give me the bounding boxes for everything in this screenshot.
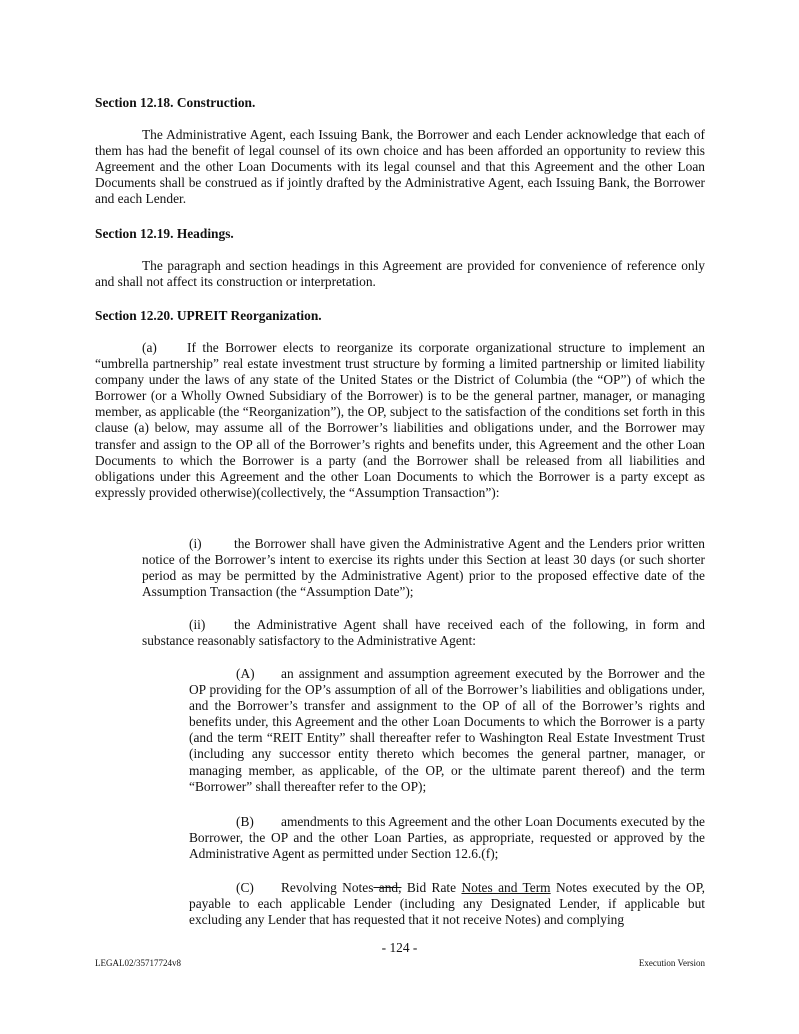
clause-a bbox=[95, 340, 705, 501]
document-id: LEGAL02/35717724v8 bbox=[95, 958, 181, 968]
clause-B bbox=[189, 814, 705, 862]
execution-version-label: Execution Version bbox=[638, 958, 705, 968]
section-12-18-body: The Administrative Agent, each Issuing Bank, the Borrower and each Lender acknowledge that each of them has had the benefit of legal counsel of its own choice and has been afforded an opportunity to review this Agreement and the other Loan Documents with its legal counsel and that this Agreement and the other Loan Documents shall be construed as if jointly drafted by the Administrative Agent, each Issuing Bank, the Borrower and each Lender. bbox=[95, 127, 705, 207]
clause-B-text: amendments to this Agreement and the other Loan Documents executed by the Borrower, the OP and the other Loan Parties, as appropriate, requested or approved by the Administrative Agent as permitted under Section 12.6.(f); bbox=[189, 814, 705, 862]
clause-C-text-3: Bid Rate bbox=[401, 880, 462, 895]
clause-ii-text: the Administrative Agent shall have received each of the following, in form and substance reasonably satisfactory to the Administrative Agent: bbox=[142, 617, 705, 649]
section-12-19-heading: Section 12.19. Headings. bbox=[95, 226, 234, 241]
section-12-20-heading: Section 12.20. UPREIT Reorganization. bbox=[95, 308, 322, 323]
clause-A-text: an assignment and assumption agreement executed by the Borrower and the OP providing for the OP’s assumption of all of the Borrower’s liabilities and obligations under, and the Borrower’s transfer and assignment to the OP of all of the Borrower’s rights and benefits under, this Agreement and the other Loan Documents to which the Borrower is a party (and the term “REIT Entity” shall thereafter refer to Washington Real Estate Investment Trust (including any successor entity thereto which becomes the general partner, manager, or managing member, as applicable, of the OP, or the ultimate parent thereof) and the term “Borrower” shall thereafter refer to the OP); bbox=[189, 666, 705, 794]
clause-ii bbox=[142, 617, 705, 649]
clause-C-text-1: Revolving Notes bbox=[281, 880, 374, 895]
clause-i bbox=[142, 536, 705, 600]
page-number: - 124 - bbox=[381, 940, 418, 955]
clause-a-label: (a) bbox=[142, 340, 157, 355]
clause-B-label: (B) bbox=[236, 814, 254, 829]
clause-C bbox=[189, 880, 705, 928]
clause-C-text-5: Notes executed by the OP, payable to each applicable Lender (including any Designated Lender, if applicable but excluding any Lender that has requested that it not receive Notes) and complying bbox=[189, 880, 706, 928]
clause-A-label: (A) bbox=[236, 666, 255, 681]
clause-i-text: the Borrower shall have given the Administrative Agent and the Lenders prior written notice of the Borrower’s intent to exercise its rights under this Section at least 30 days (or such shorter period as may be permitted by the Administrative Agent) prior to the proposed effective date of the Assumption Transaction (the “Assumption Date”); bbox=[142, 536, 705, 600]
section-12-18-heading: Section 12.18. Construction. bbox=[95, 95, 256, 110]
clause-ii-label: (ii) bbox=[189, 617, 206, 632]
clause-C-label: (C) bbox=[236, 880, 254, 895]
clause-C-underlined-text: Notes and Term bbox=[461, 880, 551, 895]
clause-i-label: (i) bbox=[189, 536, 202, 551]
clause-a-text: If the Borrower elects to reorganize its corporate organizational structure to implement an “umbrella partnership” real estate investment trust structure by forming a limited partnership or limited liability company under the laws of any state of the United States or the District of Columbia (the “OP”) of which the Borrower (or a Wholly Owned Subsidiary of the Borrower) is to be the general partner, manager, or managing member, as applicable (the “Reorganization”), the OP, subject to the satisfaction of the conditions set forth in this clause (a) below, may assume all of the Borrower’s liabilities and obligations under, and the Borrower may transfer and assign to the OP all of the Borrower’s rights and benefits under, this Agreement and the other Loan Documents to which the Borrower is a party (and the Borrower shall be released from all liabilities and obligations under this Agreement and the other Loan Documents to which the Borrower is a party except as expressly provided otherwise)(collectively, the “Assumption Transaction”): bbox=[95, 340, 705, 500]
section-12-19-body: The paragraph and section headings in this Agreement are provided for convenience of reference only and shall not affect its construction or interpretation. bbox=[95, 258, 705, 290]
clause-C-struck-text: and, bbox=[373, 880, 402, 895]
clause-A bbox=[189, 666, 705, 795]
